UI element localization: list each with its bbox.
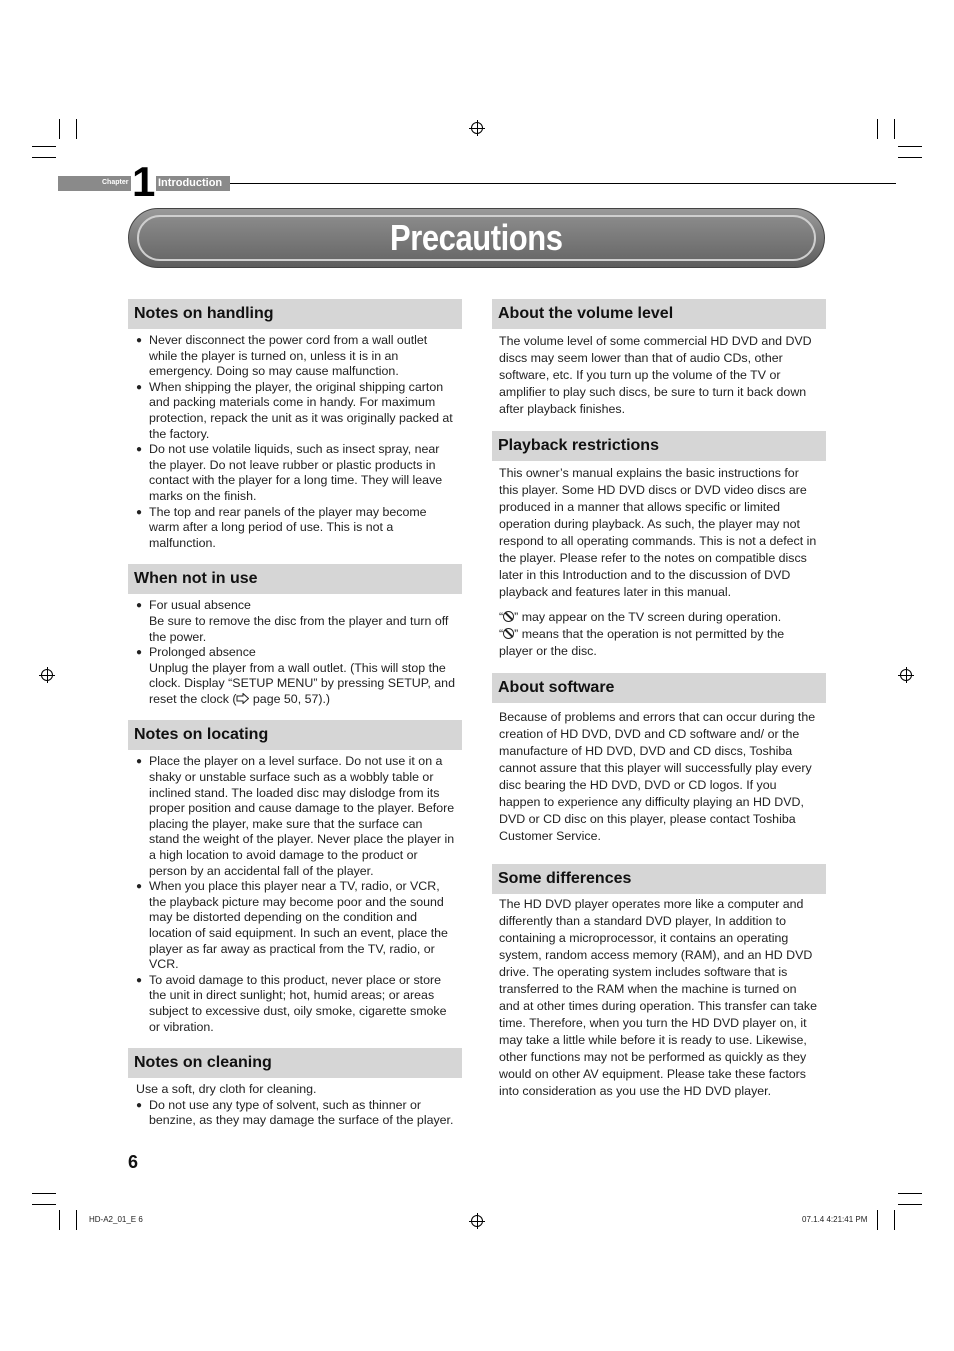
paragraph: This owner’s manual explains the basic instructions for this player. Some HD DVD discs or DVD video discs are produced in a manner that allows specific or limited operation during playback. As such, the player may not respond to all operating commands. This is not a defect in the player. Please refer to the notes on compatible discs later in this Introduction and to the discussion of DVD playback and features later in this manual. — [499, 466, 817, 599]
chapter-title: Introduction — [158, 177, 223, 189]
crop-mark — [898, 157, 922, 158]
crop-mark — [59, 119, 60, 139]
paragraph: Because of problems and errors that can occur during the creation of HD DVD, DVD and CD software and/ or the manufacture of HD DVD, DVD and CD discs, Toshiba cannot assure that this player will successfully play every disc bearing the HD DVD, DVD or CD logos. If you happen to experience any difficulty playing an HD DVD, DVD or CD disc on this player, please contact Toshiba Customer Service. — [499, 710, 816, 843]
section-heading: About the volume level — [492, 299, 826, 329]
title-banner — [128, 208, 825, 268]
section-body — [128, 1078, 462, 1142]
left-column — [128, 299, 462, 1142]
registration-mark-icon — [471, 122, 483, 134]
crop-mark — [898, 146, 922, 147]
chapter-number: 1 — [132, 158, 156, 205]
crop-mark — [59, 1210, 60, 1230]
prohibited-icon — [503, 628, 514, 639]
list-item: ● Never disconnect the power cord from a wall outlet while the player is turned on, unless it is in an emergency. Doing so may cause malfunction. — [136, 333, 456, 380]
list-item: ● Do not use volatile liquids, such as insect spray, near the player. Do not leave rubber or plastic products in contact with the player for a long time. They will leave marks on the finish. — [136, 442, 456, 504]
list-item-text: Unplug the player from a wall outlet. (This will stop the clock. Display “SETUP MENU” by pressing SETUP, and reset the clock ( — [149, 660, 455, 706]
page-title: Precautions — [390, 217, 563, 258]
registration-mark-icon — [900, 669, 912, 681]
quote-mark: “ — [499, 627, 504, 641]
registration-mark-icon — [471, 1215, 483, 1227]
list-item: ● When you place this player near a TV, radio, or VCR, the playback picture may become poor and the sound may be distorted depending on the condition and location of said equipment. In such an event, place the player as far away as practical from the TV, radio, or VCR. — [136, 879, 456, 973]
section-heading: Notes on handling — [128, 299, 462, 329]
crop-mark — [32, 1193, 56, 1194]
page-number: 6 — [128, 1152, 139, 1172]
print-timestamp: 07.1.4 4:21:41 PM — [802, 1215, 868, 1224]
bullet-list — [136, 754, 456, 1035]
section-heading: Notes on cleaning — [128, 1048, 462, 1078]
list-item: ● When shipping the player, the original shipping carton and packing materials come in handy. For maximum protection, repack the unit as it was originally packed at the factory. — [136, 380, 456, 442]
file-info: HD-A2_01_E 6 — [89, 1215, 143, 1224]
paragraph — [499, 609, 818, 660]
page-reference-arrow-icon — [236, 693, 249, 704]
section-body — [492, 894, 826, 1113]
crop-mark — [877, 1210, 878, 1230]
section-heading: Playback restrictions — [492, 431, 826, 461]
list-item — [136, 598, 456, 645]
list-item: ● The top and rear panels of the player may become warm after a long period of use. This is not a malfunction. — [136, 505, 456, 552]
note-text: ” may appear on the TV screen during operation. — [514, 610, 782, 624]
prohibited-icon — [503, 611, 514, 622]
paragraph: The HD DVD player operates more like a computer and differently than a standard DVD player, In addition to containing a microprocessor, it contains an operating system, random access memory (RAM), and an HD DVD drive. The operating system includes software that is transferred to the RAM when the machine is turned on and at other times during operation. This transfer can take time. Therefore, when you turn the HD DVD player on, it may take a little while before it is ready to use. Likewise, other functions may not be performed as quickly as they would on other AV equipment. Please take these factors into consideration as you use the HD DVD player. — [499, 897, 817, 1098]
crop-mark — [76, 119, 77, 139]
crop-mark — [32, 1204, 56, 1205]
chapter-label: Chapter — [102, 179, 129, 186]
right-column — [492, 299, 826, 1113]
crop-mark — [76, 1210, 77, 1230]
list-item-text: page 50, 57).) — [249, 691, 331, 706]
section-body — [128, 329, 462, 564]
bullet-list — [136, 598, 456, 707]
quote-mark: “ — [499, 610, 504, 624]
header-rule — [230, 183, 896, 184]
section-body — [128, 594, 462, 720]
list-item: ● Place the player on a level surface. Do not use it on a shaky or unstable surface such as a wobbly table or inclined stand. The loaded disc may dislodge from its proper position and cause damage to the player. Before placing the player, make sure that the surface can stand the weight of the player. Never place the player in a high location to avoid damage to the product or person by an accidental fall of the player. — [136, 754, 456, 879]
section-heading: About software — [492, 673, 826, 703]
bullet-list — [136, 1098, 456, 1129]
crop-mark — [877, 119, 878, 139]
section-body — [492, 703, 826, 864]
registration-mark-icon — [41, 669, 53, 681]
list-item: ● Do not use any type of solvent, such as thinner or benzine, as they may damage the surface of the player. — [136, 1098, 456, 1129]
paragraph: Use a soft, dry cloth for cleaning. — [136, 1082, 317, 1097]
note-text: ” means that the operation is not permitted by the player or the disc. — [499, 627, 785, 658]
list-item: ● To avoid damage to this product, never place or store the unit in direct sunlight; hot, humid areas; or areas subject to excessive dust, oily smoke, cigarette smoke or vibration. — [136, 973, 456, 1035]
section-body — [492, 461, 826, 673]
list-item — [136, 645, 456, 707]
section-body — [128, 750, 462, 1048]
crop-mark — [894, 119, 895, 139]
bullet-list — [136, 333, 456, 551]
section-heading: When not in use — [128, 564, 462, 594]
crop-mark — [898, 1193, 922, 1194]
section-body — [492, 329, 826, 431]
title-banner-inner — [137, 215, 816, 261]
section-heading: Some differences — [492, 864, 826, 894]
section-heading: Notes on locating — [128, 720, 462, 750]
list-item-text: Be sure to remove the disc from the player and turn off the power. — [149, 613, 449, 644]
paragraph: The volume level of some commercial HD DVD and DVD discs may seem lower than that of audio CDs, other software, etc. If you turn up the volume of the TV or amplifier to play such discs, be sure to turn it back down after playback finishes. — [499, 334, 812, 416]
crop-mark — [32, 157, 56, 158]
crop-mark — [898, 1204, 922, 1205]
crop-mark — [32, 146, 56, 147]
crop-mark — [894, 1210, 895, 1230]
list-item-title: ● Prolonged absence — [149, 645, 256, 660]
list-item-title: ● For usual absence — [149, 598, 251, 613]
